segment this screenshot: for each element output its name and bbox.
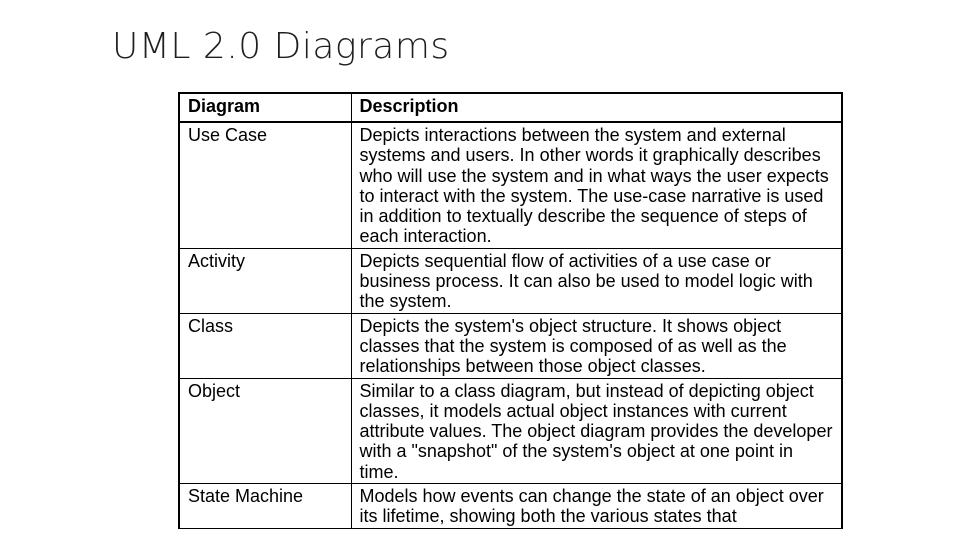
diagram-name-cell: Class: [179, 313, 351, 378]
table-row: [179, 122, 842, 248]
description-cell: Models how events can change the state of an object over its lifetime, showing both the various states that: [351, 484, 842, 529]
header-description: Description: [351, 93, 842, 122]
diagram-name-cell: Use Case: [179, 122, 351, 248]
description-cell: Similar to a class diagram, but instead of depicting object classes, it models actual object instances with current attribute values. The object diagram provides the developer with a "snapshot" of the system's object at one point in time.: [351, 378, 842, 483]
description-cell: Depicts the system's object structure. It shows object classes that the system is composed of as well as the relationships between those object classes.: [351, 313, 842, 378]
header-diagram: Diagram: [179, 93, 351, 122]
slide-title: UML 2.0 Diagrams: [112, 26, 450, 67]
table-row: [179, 248, 842, 313]
diagram-name-cell: Object: [179, 378, 351, 483]
description-cell: Depicts interactions between the system and external systems and users. In other words it graphically describes who will use the system and in what ways the user expects to interact with the system. The use-case narrative is used in addition to textually describe the sequence of steps of each interaction.: [351, 122, 842, 248]
table-row: [179, 484, 842, 529]
description-cell: Depicts sequential flow of activities of a use case or business process. It can also be used to model logic with the system.: [351, 248, 842, 313]
diagram-name-cell: State Machine: [179, 484, 351, 529]
table-row: [179, 378, 842, 483]
diagram-name-cell: Activity: [179, 248, 351, 313]
table-header-row: [179, 93, 842, 122]
table-row: [179, 313, 842, 378]
uml-diagrams-table: [178, 92, 843, 529]
